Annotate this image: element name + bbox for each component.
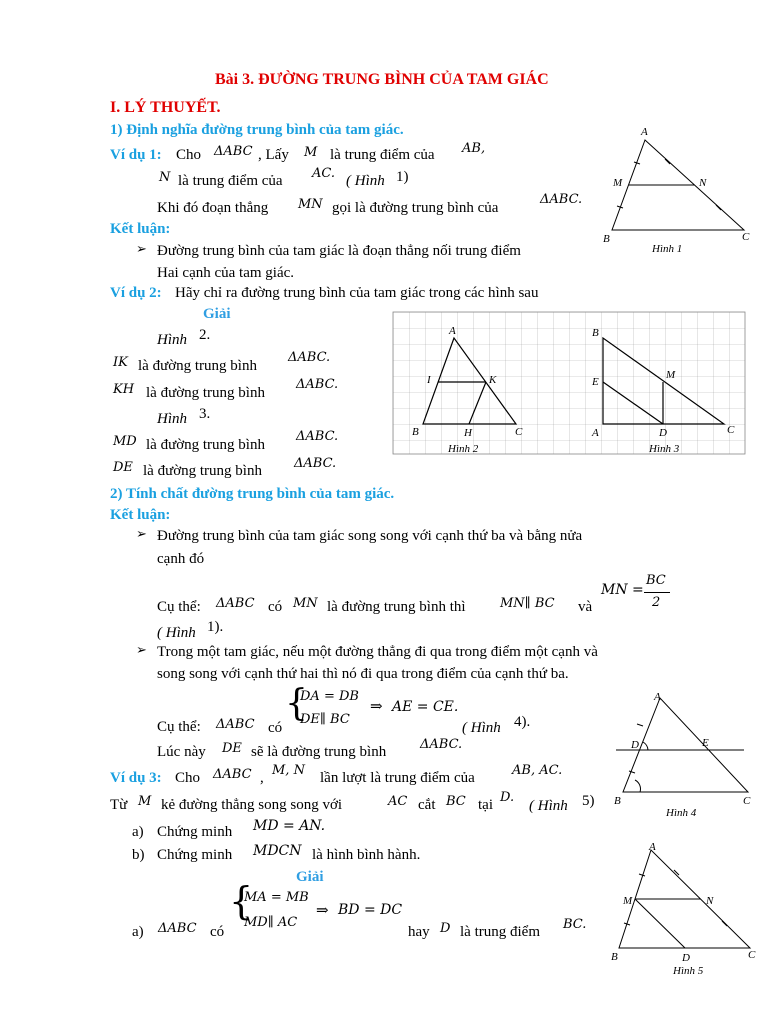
math: M — [304, 145, 318, 160]
text: là đường trung bình — [146, 385, 265, 401]
math: MD — [113, 434, 137, 449]
text: là đường trung bình thì — [327, 599, 466, 615]
text: Đường trung bình của tam giác là đoạn thẳng nối trung điểm — [157, 243, 521, 259]
label: B — [611, 951, 618, 963]
figure-4 — [608, 688, 768, 823]
label: A — [641, 126, 648, 138]
label: M — [613, 177, 623, 189]
math: D. — [500, 790, 515, 805]
label: H — [464, 427, 472, 439]
text: Hình — [157, 411, 187, 427]
math: AC. — [312, 166, 336, 181]
math: AB, AC. — [512, 763, 563, 778]
text: có — [268, 720, 283, 736]
math: AE = CE. — [392, 699, 459, 715]
math: MD = AN. — [253, 818, 326, 834]
label: A — [649, 841, 656, 853]
subheading-definition: 1) Định nghĩa đường trung bình của tam giác. — [110, 122, 404, 138]
fraction-numerator: BC — [646, 573, 666, 588]
text: và — [578, 599, 593, 615]
math: ΔABC. — [540, 192, 583, 207]
text: song song với cạnh thứ hai thì nó đi qua trong điểm của cạnh thứ ba. — [157, 666, 569, 682]
math: D — [440, 921, 451, 936]
label: B — [592, 327, 599, 339]
math: MA = MB — [244, 890, 309, 905]
math: MN — [293, 596, 318, 611]
text: 3. — [199, 406, 211, 422]
label: D — [659, 427, 667, 439]
math: MN = — [601, 582, 644, 598]
conclusion-2-label: Kết luận: — [110, 507, 171, 523]
text: Hãy chỉ ra đường trung bình của tam giác trong các hình sau — [175, 285, 539, 301]
text: là đường trung bình — [138, 358, 257, 374]
triangle-abc — [623, 698, 748, 792]
label: B — [614, 795, 621, 807]
text: tại — [478, 797, 493, 813]
text: sẽ là đường trung bình — [251, 744, 387, 760]
math: DE — [222, 741, 242, 756]
text: Cụ thể: — [157, 599, 201, 615]
math: IK — [113, 355, 128, 370]
brace-icon: { — [229, 879, 254, 923]
math: ΔABC. — [296, 377, 339, 392]
bullet-arrow-icon: ➢ — [136, 242, 147, 257]
math: M, N — [272, 763, 305, 778]
text: Khi đó đoạn thẳng — [157, 200, 269, 216]
list-marker: a) — [132, 924, 144, 940]
math: DE — [113, 460, 133, 475]
math: AC — [388, 794, 408, 809]
math: ΔABC. — [288, 350, 331, 365]
solution-label: Giải — [203, 306, 231, 322]
math: MN∥ BC — [500, 596, 555, 611]
caption: Hình 5 — [673, 965, 704, 977]
text: cạnh đó — [157, 551, 205, 567]
math: DA = DB — [300, 689, 359, 704]
text: , — [260, 770, 264, 786]
text: Chứng minh — [157, 847, 233, 863]
text: là hình bình hành. — [312, 847, 421, 863]
label: B — [412, 426, 419, 438]
math: ΔABC. — [420, 737, 463, 752]
math: BC — [446, 794, 466, 809]
label: E — [702, 737, 709, 749]
label: N — [699, 177, 707, 189]
label: I — [427, 374, 431, 386]
math: AB, — [462, 141, 486, 156]
math: ΔABC — [158, 921, 197, 936]
implies-icon: ⇒ — [370, 699, 383, 715]
example-3-label: Ví dụ 3: — [110, 770, 162, 786]
text: là trung điểm của — [330, 147, 435, 163]
caption: Hình 1 — [652, 243, 683, 255]
text: 5) — [582, 793, 595, 809]
text: là trung điểm của — [178, 173, 283, 189]
text: ( Hình — [462, 720, 501, 736]
label: E — [592, 376, 599, 388]
label: M — [666, 369, 676, 381]
text: ( Hình — [157, 625, 196, 641]
math: MDCN — [253, 843, 302, 859]
text: 1). — [207, 619, 224, 635]
text: lần lượt là trung điểm của — [320, 770, 475, 786]
list-marker: b) — [132, 847, 145, 863]
subheading-properties: 2) Tính chất đường trung bình của tam giác. — [110, 486, 395, 502]
label: M — [623, 895, 633, 907]
text: hay — [408, 924, 430, 940]
text: 1) — [396, 169, 409, 185]
caption: Hình 3 — [649, 443, 680, 455]
math: MN — [298, 197, 323, 212]
text: Hình — [157, 332, 187, 348]
math: ΔABC — [214, 144, 253, 159]
text: Hai cạnh của tam giác. — [157, 265, 295, 281]
label: A — [654, 691, 661, 703]
label: D — [682, 952, 690, 964]
text: Chứng minh — [157, 824, 233, 840]
text: Cho — [175, 770, 201, 786]
solution-label: Giải — [296, 869, 324, 885]
math: DE∥ BC — [300, 712, 350, 727]
brace-icon: { — [285, 683, 308, 724]
implies-icon: ⇒ — [316, 903, 329, 919]
text: Trong một tam giác, nếu một đường thẳng đi qua trong điểm một cạnh và — [157, 644, 598, 660]
text: Từ — [110, 797, 128, 813]
math: ΔABC. — [296, 429, 339, 444]
text: là đường trung bình — [146, 437, 265, 453]
math: MD∥ AC — [244, 915, 298, 930]
text: là đường trung bình — [143, 463, 262, 479]
text: Cho — [176, 147, 202, 163]
bullet-arrow-icon: ➢ — [136, 643, 147, 658]
fraction-denominator: 2 — [652, 595, 661, 610]
caption: Hình 4 — [666, 807, 697, 819]
label: K — [489, 374, 497, 386]
page-title: Bài 3. ĐƯỜNG TRUNG BÌNH CỦA TAM GIÁC — [215, 71, 549, 88]
figure-5 — [605, 838, 765, 978]
text: có — [268, 599, 283, 615]
label: A — [449, 325, 456, 337]
text: gọi là đường trung bình của — [332, 200, 499, 216]
math: N — [159, 170, 171, 185]
text: , Lấy — [258, 147, 289, 163]
math: M — [138, 794, 152, 809]
math: ΔABC — [213, 767, 252, 782]
line-md — [635, 899, 685, 948]
math: ΔABC — [216, 596, 255, 611]
grid-figure — [393, 312, 745, 454]
text: Đường trung bình của tam giác song song với cạnh thứ ba và bằng nửa — [157, 528, 583, 544]
figure-1 — [595, 122, 765, 262]
text: Cụ thể: — [157, 719, 201, 735]
label: C — [515, 426, 523, 438]
text: cắt — [418, 797, 436, 813]
example-2-label: Ví dụ 2: — [110, 285, 162, 301]
caption: Hình 2 — [448, 443, 479, 455]
math: ΔABC — [216, 717, 255, 732]
label: A — [592, 427, 599, 439]
math: BC. — [563, 917, 587, 932]
list-marker: a) — [132, 824, 144, 840]
text: có — [210, 924, 225, 940]
text: 2. — [199, 327, 211, 343]
text: Lúc này — [157, 744, 206, 760]
math: BD = DC — [338, 902, 403, 918]
label: N — [706, 895, 714, 907]
bullet-arrow-icon: ➢ — [136, 527, 147, 542]
fraction-bar — [644, 592, 670, 593]
section-theory: I. LÝ THUYẾT. — [110, 99, 221, 116]
text: ( Hình — [529, 798, 568, 814]
math: ΔABC. — [294, 456, 337, 471]
text: 4). — [514, 714, 531, 730]
example-1-label: Ví dụ 1: — [110, 147, 162, 163]
label: B — [603, 233, 610, 245]
text: kẻ đường thẳng song song với — [161, 797, 343, 813]
label: C — [742, 231, 750, 243]
label: C — [748, 949, 756, 961]
math: KH — [113, 382, 135, 397]
label: D — [631, 739, 639, 751]
text: là trung điểm — [460, 924, 540, 940]
label: C — [727, 424, 735, 436]
label: C — [743, 795, 751, 807]
conclusion-1-label: Kết luận: — [110, 221, 171, 237]
text: ( Hình — [346, 173, 385, 189]
